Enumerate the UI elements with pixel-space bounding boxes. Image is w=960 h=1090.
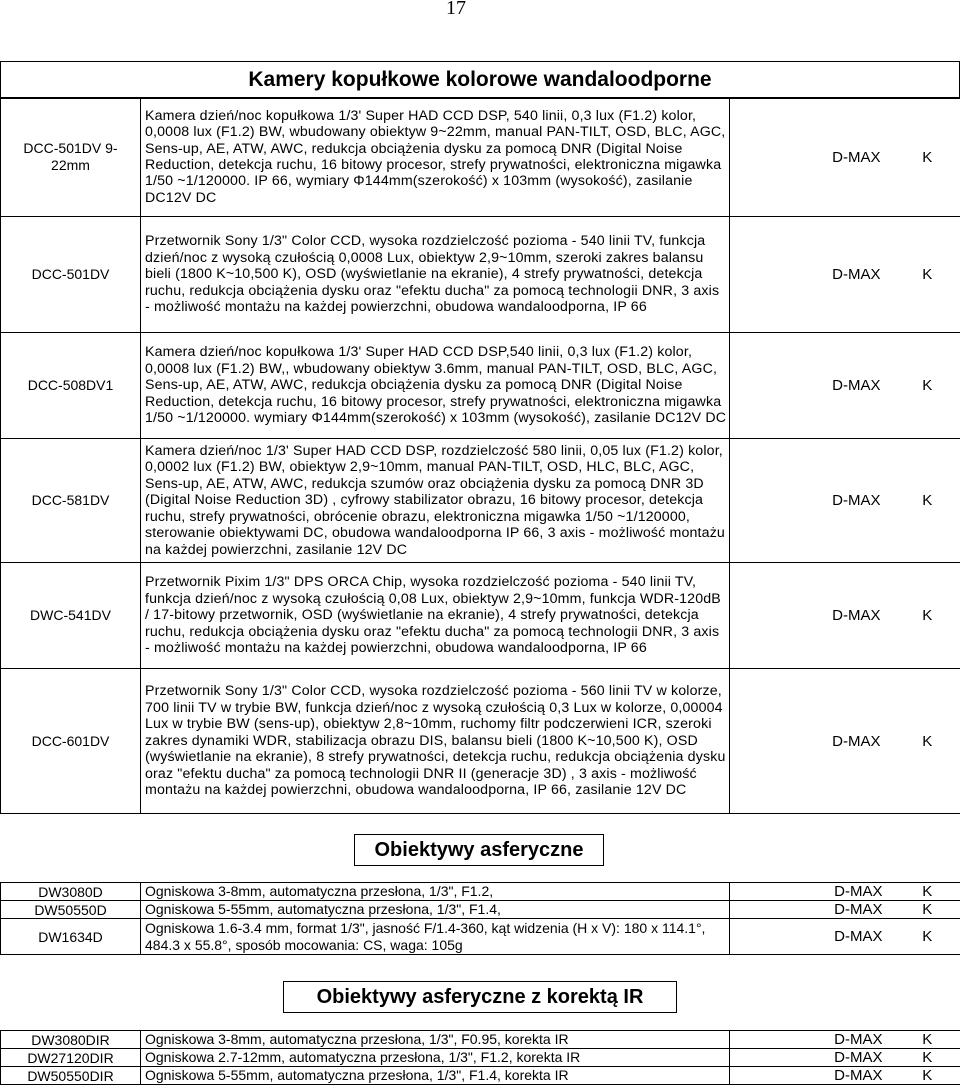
product-suffix: K <box>895 333 960 439</box>
product-brand: D-MAX <box>730 333 895 439</box>
product-description: Kamera dzień/noc kopułkowa 1/3' Super HAD CCD DSP, 540 linii, 0,3 lux (F1.2) kolor, 0,0008 lux (F1.2) BW, wbudowany obiektyw 9~22mm, manual PAN-TILT, OSD, BLC, AGC, Sens-up, AE, ATW, AWC, redukcja obciążenia dysku za pomocą DNR (Digital Noise Reduction, detekcja ruchu, 16 bitowy procesor, strefy prywatności, elektroniczna migawka 1/50 ~1/120000. IP 66, wymiary Φ144mm(szerokość) x 103mm (wysokość), zasilanie DC12V DC <box>141 98 730 217</box>
cameras-section-title: Kamery kopułkowe kolorowe wandaloodporne <box>0 61 960 99</box>
cameras-table <box>0 97 960 814</box>
product-description: Przetwornik Sony 1/3" Color CCD, wysoka rozdzielczość pozioma - 540 linii TV, funkcja dzień/noc z wysoką czułością 0,0008 Lux, obiektyw 2,9~10mm, szeroki zakres balansu bieli (1800 K~10,500 K), OSD (wyświetlanie na ekranie), 4 strefy prywatności, detekcja ruchu, redukcja obciążenia dysku oraz "efektu ducha" za pomocą technologii DNR, 3 axis - możliwość montażu na każdej powierzchni, obudowa wandaloodporna, IP 66 <box>141 217 730 333</box>
aspheric-lenses-table <box>0 882 960 955</box>
product-suffix: K <box>895 439 960 563</box>
product-suffix: K <box>895 98 960 217</box>
product-brand: D-MAX <box>730 563 895 669</box>
page-number: 17 <box>446 0 466 19</box>
product-suffix: K <box>895 563 960 669</box>
lens-suffix: K <box>895 901 960 919</box>
lens-suffix: K <box>895 1031 960 1049</box>
lens-code: DW50550D <box>1 901 141 919</box>
table-row <box>1 439 960 563</box>
table-row <box>1 1067 960 1085</box>
lens-code: DW3080DIR <box>1 1031 141 1049</box>
product-suffix: K <box>895 669 960 814</box>
product-suffix: K <box>895 217 960 333</box>
lens-suffix: K <box>895 1049 960 1067</box>
lens-brand: D-MAX <box>730 1049 895 1067</box>
table-row <box>1 1031 960 1049</box>
aspheric-ir-section-title: Obiektywy asferyczne z korektą IR <box>283 981 677 1013</box>
table-row <box>1 1049 960 1067</box>
table-row <box>1 883 960 901</box>
product-brand: D-MAX <box>730 217 895 333</box>
lens-description: Ogniskowa 5-55mm, automatyczna przesłona, 1/3", F1.4, korekta IR <box>141 1067 730 1085</box>
lens-description: Ogniskowa 2.7-12mm, automatyczna przesłona, 1/3", F1.2, korekta IR <box>141 1049 730 1067</box>
lens-suffix: K <box>895 883 960 901</box>
table-row <box>1 919 960 955</box>
lens-code: DW50550DIR <box>1 1067 141 1085</box>
product-code: DCC-501DV <box>1 217 141 333</box>
table-row <box>1 563 960 669</box>
table-row <box>1 333 960 439</box>
product-brand: D-MAX <box>730 98 895 217</box>
product-description: Przetwornik Sony 1/3" Color CCD, wysoka rozdzielczość pozioma - 560 linii TV w kolorze, 700 linii TV w trybie BW, funkcja dzień/noc z wysoką czułością 0,3 Lux w kolorze, 0,00004 Lux w trybie BW (sens-up), obiektyw 2,8~10mm, ruchomy filtr podczerwieni ICR, szeroki zakres dynamiki WDR, stabilizacja obrazu DIS, balansu bieli (1800 K~10,500 K), OSD (wyświetlanie na ekranie), 8 strefy prywatności, detekcja ruchu, redukcja obciążenia dysku oraz "efektu ducha" za pomocą technologii DNR II (generacje 3D) , 3 axis - możliwość montażu na każdej powierzchni, obudowa wandaloodporna, IP 66, zasilanie 12V DC <box>141 669 730 814</box>
aspheric-section-title: Obiektywy asferyczne <box>354 834 604 866</box>
product-code: DCC-501DV 9-22mm <box>1 98 141 217</box>
lens-code: DW1634D <box>1 919 141 955</box>
table-row <box>1 901 960 919</box>
lens-brand: D-MAX <box>730 1031 895 1049</box>
lens-brand: D-MAX <box>730 901 895 919</box>
product-description: Przetwornik Pixim 1/3" DPS ORCA Chip, wysoka rozdzielczość pozioma - 540 linii TV, funkcja dzień/noc z wysoką czułością 0,08 Lux, obiektyw 2,9~10mm, funkcja WDR-120dB / 17-bitowy przetwornik, OSD (wyświetlanie na ekranie), 4 strefy prywatności, detekcja ruchu, redukcja obciążenia dysku oraz "efektu ducha" za pomocą technologii DNR, 3 axis - możliwość montażu na każdej powierzchni, obudowa wandaloodporna, IP 66 <box>141 563 730 669</box>
lens-description: Ogniskowa 3-8mm, automatyczna przesłona, 1/3", F1.2, <box>141 883 730 901</box>
lens-code: DW3080D <box>1 883 141 901</box>
product-brand: D-MAX <box>730 669 895 814</box>
lens-description: Ogniskowa 5-55mm, automatyczna przesłona, 1/3", F1.4, <box>141 901 730 919</box>
product-code: DCC-581DV <box>1 439 141 563</box>
lens-suffix: K <box>895 919 960 955</box>
product-description: Kamera dzień/noc 1/3' Super HAD CCD DSP, rozdzielczość 580 linii, 0,05 lux (F1.2) kolor, 0,0002 lux (F1.2) BW, obiektyw 2,9~10mm, manual PAN-TILT, OSD, HLC, BLC, AGC, Sens-up, AE, ATW, AWC, redukcja szumów oraz obciążenia dysku za pomocą DNR 3D (Digital Noise Reduction 3D) , cyfrowy stabilizator obrazu, 16 bitowy procesor, detekcja ruchu, strefy prywatności, obrócenie obrazu, elektroniczna migawka 1/50 ~1/120000, sterowanie obiektywami DC, obudowa wandaloodporna IP 66, 3 axis - możliwość montażu na każdej powierzchni, zasilanie 12V DC <box>141 439 730 563</box>
lens-brand: D-MAX <box>730 883 895 901</box>
lens-description: Ogniskowa 3-8mm, automatyczna przesłona, 1/3", F0.95, korekta IR <box>141 1031 730 1049</box>
table-row <box>1 217 960 333</box>
aspheric-ir-lenses-table <box>0 1030 960 1085</box>
product-description: Kamera dzień/noc kopułkowa 1/3' Super HAD CCD DSP,540 linii, 0,3 lux (F1.2) kolor, 0,0008 lux (F1.2) BW,, wbudowany obiektyw 3.6mm, manual PAN-TILT, OSD, BLC, AGC, Sens-up, AE, ATW, AWC, redukcja obciążenia dysku za pomocą DNR (Digital Noise Reduction, detekcja ruchu, 16 bitowy procesor, strefy prywatności, elektroniczna migawka 1/50 ~1/120000. wymiary Φ144mm(szerokość) x 103mm (wysokość), zasilanie DC12V DC <box>141 333 730 439</box>
lens-brand: D-MAX <box>730 919 895 955</box>
lens-suffix: K <box>895 1067 960 1085</box>
product-code: DWC-541DV <box>1 563 141 669</box>
table-row <box>1 669 960 814</box>
lens-brand: D-MAX <box>730 1067 895 1085</box>
lens-description: Ogniskowa 1.6-3.4 mm, format 1/3", jasność F/1.4-360, kąt widzenia (H x V): 180 x 114.1°, 484.3 x 55.8°, sposób mocowania: CS, waga: 105g <box>141 919 730 955</box>
product-code: DCC-508DV1 <box>1 333 141 439</box>
product-brand: D-MAX <box>730 439 895 563</box>
product-code: DCC-601DV <box>1 669 141 814</box>
lens-code: DW27120DIR <box>1 1049 141 1067</box>
table-row <box>1 98 960 217</box>
